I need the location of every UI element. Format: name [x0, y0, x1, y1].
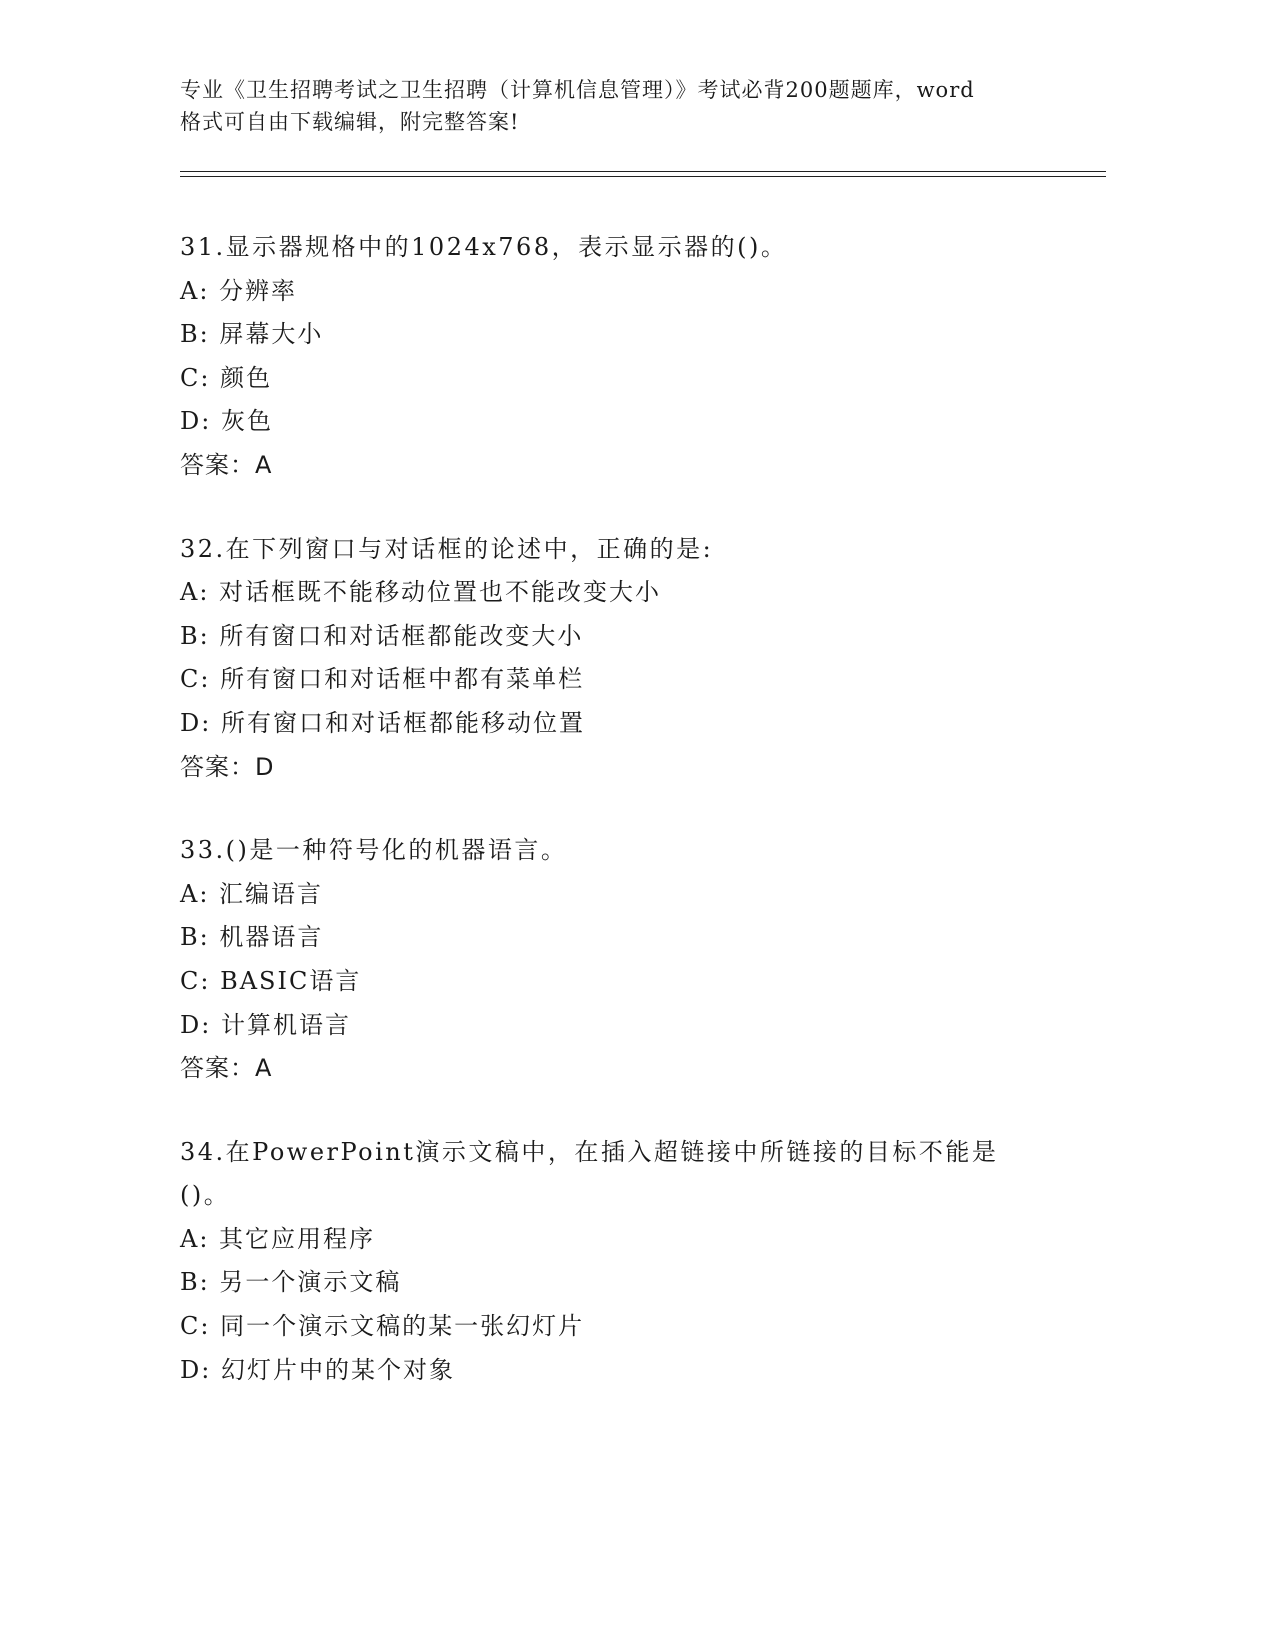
question-stem: 31.显示器规格中的1024x768，表示显示器的()。 [180, 233, 788, 261]
option-a: A: 其它应用程序 [180, 1224, 376, 1253]
question-stem-line-2: ()。 [180, 1181, 231, 1210]
option-d: D: 幻灯片中的某个对象 [180, 1355, 455, 1384]
header-title-line-2: 格式可自由下载编辑，附完整答案! [180, 110, 520, 134]
document-header [180, 74, 1080, 138]
answer: 答案：A [180, 1054, 273, 1083]
option-b: B: 所有窗口和对话框都能改变大小 [180, 621, 584, 650]
option-b: B: 机器语言 [180, 923, 324, 952]
answer: 答案：A [180, 450, 273, 479]
option-d: D: 灰色 [180, 407, 273, 436]
question-33 [180, 829, 1080, 1091]
option-d: D: 所有窗口和对话框都能移动位置 [180, 708, 585, 737]
option-d: D: 计算机语言 [180, 1010, 351, 1039]
question-32 [180, 528, 1080, 790]
header-divider-bottom [180, 176, 1106, 177]
question-31 [180, 226, 1080, 488]
question-stem: 33.()是一种符号化的机器语言。 [180, 836, 568, 865]
option-b: B: 屏幕大小 [180, 320, 324, 349]
answer: 答案：D [180, 752, 275, 781]
header-title-line-1: 专业《卫生招聘考试之卫生招聘（计算机信息管理）》考试必背200题题库，word [180, 78, 975, 102]
option-c: C: 同一个演示文稿的某一张幻灯片 [180, 1312, 585, 1341]
option-b: B: 另一个演示文稿 [180, 1268, 402, 1297]
question-stem: 32.在下列窗口与对话框的论述中，正确的是: [180, 534, 714, 563]
option-a: A: 分辨率 [180, 276, 298, 305]
question-stem-line-1: 34.在PowerPoint演示文稿中，在插入超链接中所链接的目标不能是 [180, 1137, 999, 1166]
option-a: A: 对话框既不能移动位置也不能改变大小 [180, 578, 662, 607]
option-c: C: 所有窗口和对话框中都有菜单栏 [180, 665, 585, 694]
header-divider-top [180, 171, 1106, 172]
question-list [180, 226, 1080, 1432]
question-34 [180, 1131, 1080, 1393]
option-c: C: BASIC语言 [180, 966, 362, 995]
option-c: C: 颜色 [180, 363, 273, 392]
option-a: A: 汇编语言 [180, 879, 324, 908]
